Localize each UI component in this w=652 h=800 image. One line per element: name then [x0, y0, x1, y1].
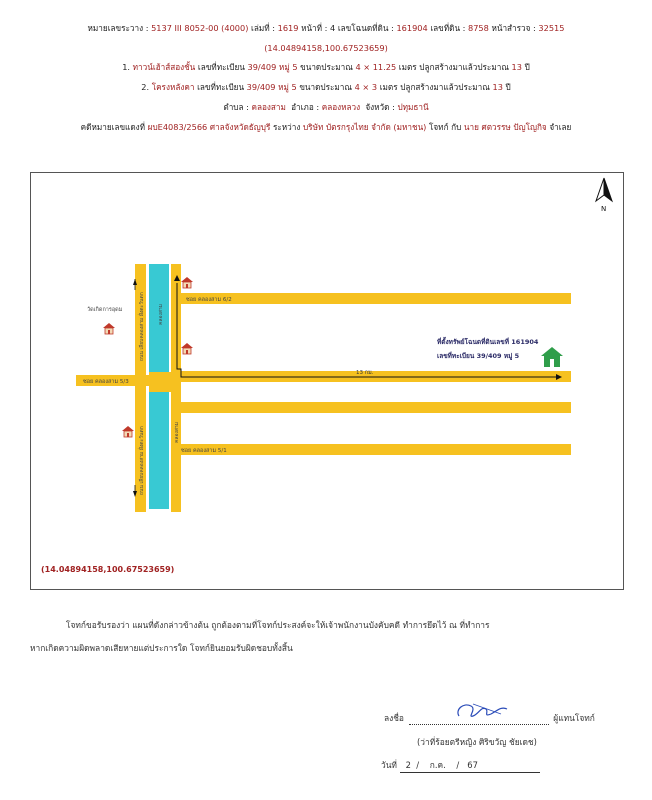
header-item-1: 1. ทาวน์เฮ้าส์สองชั้น เลขที่ทะเบียน 39/409 หมู่ 5 ขนาดประมาณ 4 × 11.25 เมตร ปลูกสร้างมาแล้วประมาณ 13 ปี	[122, 62, 530, 72]
road-soi-khlong-sam-5-1	[171, 444, 571, 455]
signature-date: วันที่ 2 / ก.ค. / 67	[381, 758, 540, 773]
property-label-line1: ที่ตั้งทรัพย์โฉนดที่ดินเลขที่ 161904	[437, 338, 539, 346]
house-icon	[181, 277, 193, 288]
statement-line-2: หากเกิดความผิดพลาดเสียหายแต่ประการใด โจทก์ยินยอมรับผิดชอบทั้งสิ้น	[30, 643, 293, 653]
land-number: 8758	[468, 23, 489, 33]
map-coordinates: (14.04894158,100.67523659)	[41, 565, 175, 574]
target-house-icon	[541, 347, 563, 367]
header-line-1: หมายเลขระวาง : 5137 III 8052-00 (4000) เล่มที่ : 1619 หน้าที่ : 4 เลขโฉนดที่ดิน : 161904 เลขที่ดิน : 8758 หน้าสำรวจ : 32515	[87, 23, 565, 33]
date-year: 67	[467, 760, 478, 770]
label-soi-top: ซอย คลองสาม 6/2	[186, 297, 232, 303]
location-map	[30, 172, 624, 590]
deed-number: 161904	[396, 23, 428, 33]
label-soi-bottom: ซอย คลองสาม 5/1	[181, 448, 227, 454]
temple-name: วัดเกิดการอุดม	[87, 307, 123, 313]
north-label: N	[601, 205, 607, 213]
survey-page-number: 32515	[538, 23, 565, 33]
signer-role: ผู้แทนโจทก์	[553, 713, 595, 723]
date-day: 2	[405, 760, 411, 770]
road-right-vertical	[171, 264, 181, 512]
road-middle-east	[171, 402, 571, 413]
north-arrow-icon	[596, 178, 612, 201]
house-icon	[122, 426, 134, 437]
signature-field	[409, 714, 549, 725]
distance-label: 13 กม.	[356, 370, 374, 376]
property-label-line2: เลขที่ทะเบียน 39/409 หมู่ 5	[437, 352, 520, 360]
label-road-left-lower: ถนน เลียบคลองสาม ฝั่งตะวันตก	[139, 426, 145, 495]
label-road-left-upper: ถนน เลียบคลองสาม ฝั่งตะวันตก	[139, 292, 145, 361]
signer-name: (ว่าที่ร้อยตรีหญิง ศิริขวัญ ชัยเดช)	[417, 737, 537, 747]
map-canvas	[31, 173, 625, 591]
handwritten-signature	[453, 700, 513, 722]
house-icon	[181, 343, 193, 354]
survey-sheet-number: 5137 III 8052-00 (4000)	[151, 23, 249, 33]
house-icon	[103, 323, 115, 334]
statement-line-1: โจทก์ขอรับรองว่า แผนที่ดังกล่าวข้างต้น ถูกต้องตามที่โจทก์ประสงค์จะให้เจ้าพนักงานบังคับคดี ทำการยึดไว้ ณ ที่ทำการ	[66, 620, 490, 630]
date-label: วันที่	[381, 760, 397, 770]
sign-label: ลงชื่อ	[384, 713, 404, 723]
header-coordinates: (14.04894158,100.67523659)	[264, 43, 388, 53]
signature-line	[384, 711, 595, 725]
label-canal-upper: คลองสาม	[158, 303, 164, 325]
header-item-2: 2. โครงหลังคา เลขที่ทะเบียน 39/409 หมู่ 5 ขนาดประมาณ 4 × 3 เมตร ปลูกสร้างมาแล้วประมาณ 13 ปี	[141, 82, 511, 92]
temple-label	[87, 306, 123, 313]
header-case: คดีหมายเลขแดงที่ ผบE4083/2566 ศาลจังหวัดธัญบุรี ระหว่าง บริษัท บัตรกรุงไทย จำกัด (มหาชน) โจทก์ กับ นาย ศตวรรษ ปัญโญกิจ จำเลย	[80, 122, 572, 132]
label-canal-lower: คลองสาม	[174, 421, 180, 443]
book-number: 1619	[277, 23, 299, 33]
header-location: ตำบล : คลองสาม อำเภอ : คลองหลวง จังหวัด : ปทุมธานี	[223, 102, 429, 112]
canal-lower	[149, 392, 169, 509]
label-soi-left: ซอย คลองสาม 5/3	[83, 379, 129, 385]
date-month: ก.ค.	[429, 760, 446, 770]
